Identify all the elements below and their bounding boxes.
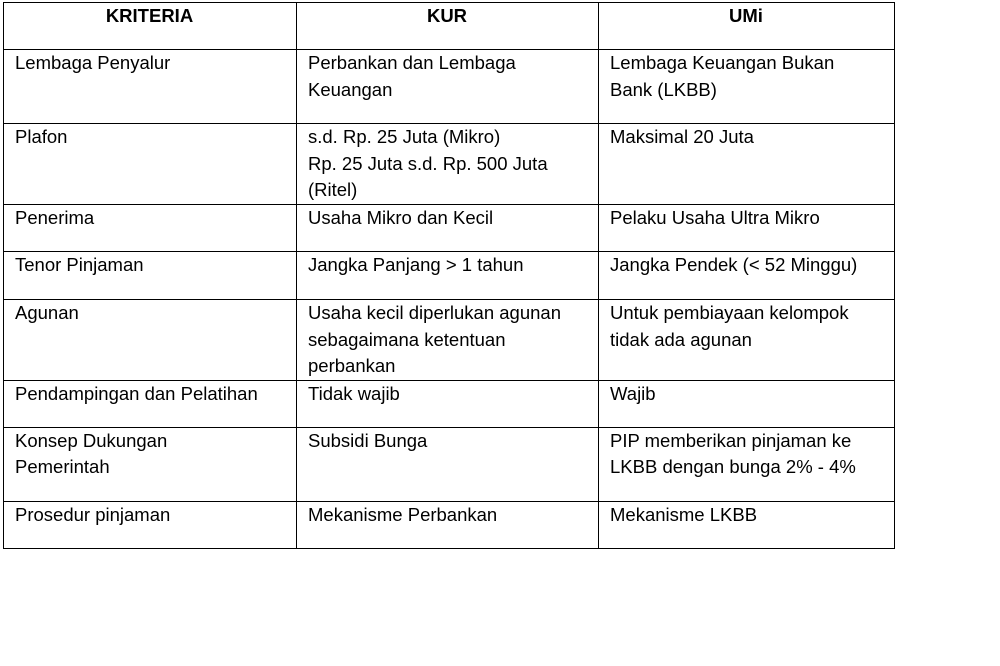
umi-cell: Jangka Pendek (< 52 Minggu): [599, 252, 895, 300]
kur-cell: Subsidi Bunga: [297, 427, 599, 501]
umi-cell: Lembaga Keuangan Bukan Bank (LKBB): [599, 50, 895, 124]
table-row: [4, 205, 895, 252]
umi-cell: Untuk pembiayaan kelompok tidak ada agunan: [599, 300, 895, 381]
kur-cell: Mekanisme Perbankan: [297, 501, 599, 548]
kriteria-cell: Konsep Dukungan Pemerintah: [4, 427, 297, 501]
table-row: [4, 50, 895, 124]
kur-cell: Usaha Mikro dan Kecil: [297, 205, 599, 252]
kur-cell: Tidak wajib: [297, 380, 599, 427]
kur-cell: s.d. Rp. 25 Juta (Mikro) Rp. 25 Juta s.d. Rp. 500 Juta (Ritel): [297, 124, 599, 205]
table-row: [4, 427, 895, 501]
kriteria-cell: Pendampingan dan Pelatihan: [4, 380, 297, 427]
header-row: [4, 3, 895, 50]
kriteria-cell: Plafon: [4, 124, 297, 205]
kriteria-cell: Penerima: [4, 205, 297, 252]
kur-cell: Perbankan dan Lembaga Keuangan: [297, 50, 599, 124]
kriteria-cell: Lembaga Penyalur: [4, 50, 297, 124]
kriteria-cell: Agunan: [4, 300, 297, 381]
kur-cell: Jangka Panjang > 1 tahun: [297, 252, 599, 300]
table-row: [4, 124, 895, 205]
comparison-table: [3, 2, 895, 549]
table-row: [4, 300, 895, 381]
umi-cell: Wajib: [599, 380, 895, 427]
header-kur: KUR: [297, 3, 599, 50]
table-row: [4, 501, 895, 548]
table-row: [4, 252, 895, 300]
umi-cell: Pelaku Usaha Ultra Mikro: [599, 205, 895, 252]
kur-cell: Usaha kecil diperlukan agunan sebagaimana ketentuan perbankan: [297, 300, 599, 381]
header-umi: UMi: [599, 3, 895, 50]
umi-cell: PIP memberikan pinjaman ke LKBB dengan bunga 2% - 4%: [599, 427, 895, 501]
umi-cell: Maksimal 20 Juta: [599, 124, 895, 205]
header-kriteria: KRITERIA: [4, 3, 297, 50]
umi-cell: Mekanisme LKBB: [599, 501, 895, 548]
table-row: [4, 380, 895, 427]
kriteria-cell: Tenor Pinjaman: [4, 252, 297, 300]
kriteria-cell: Prosedur pinjaman: [4, 501, 297, 548]
